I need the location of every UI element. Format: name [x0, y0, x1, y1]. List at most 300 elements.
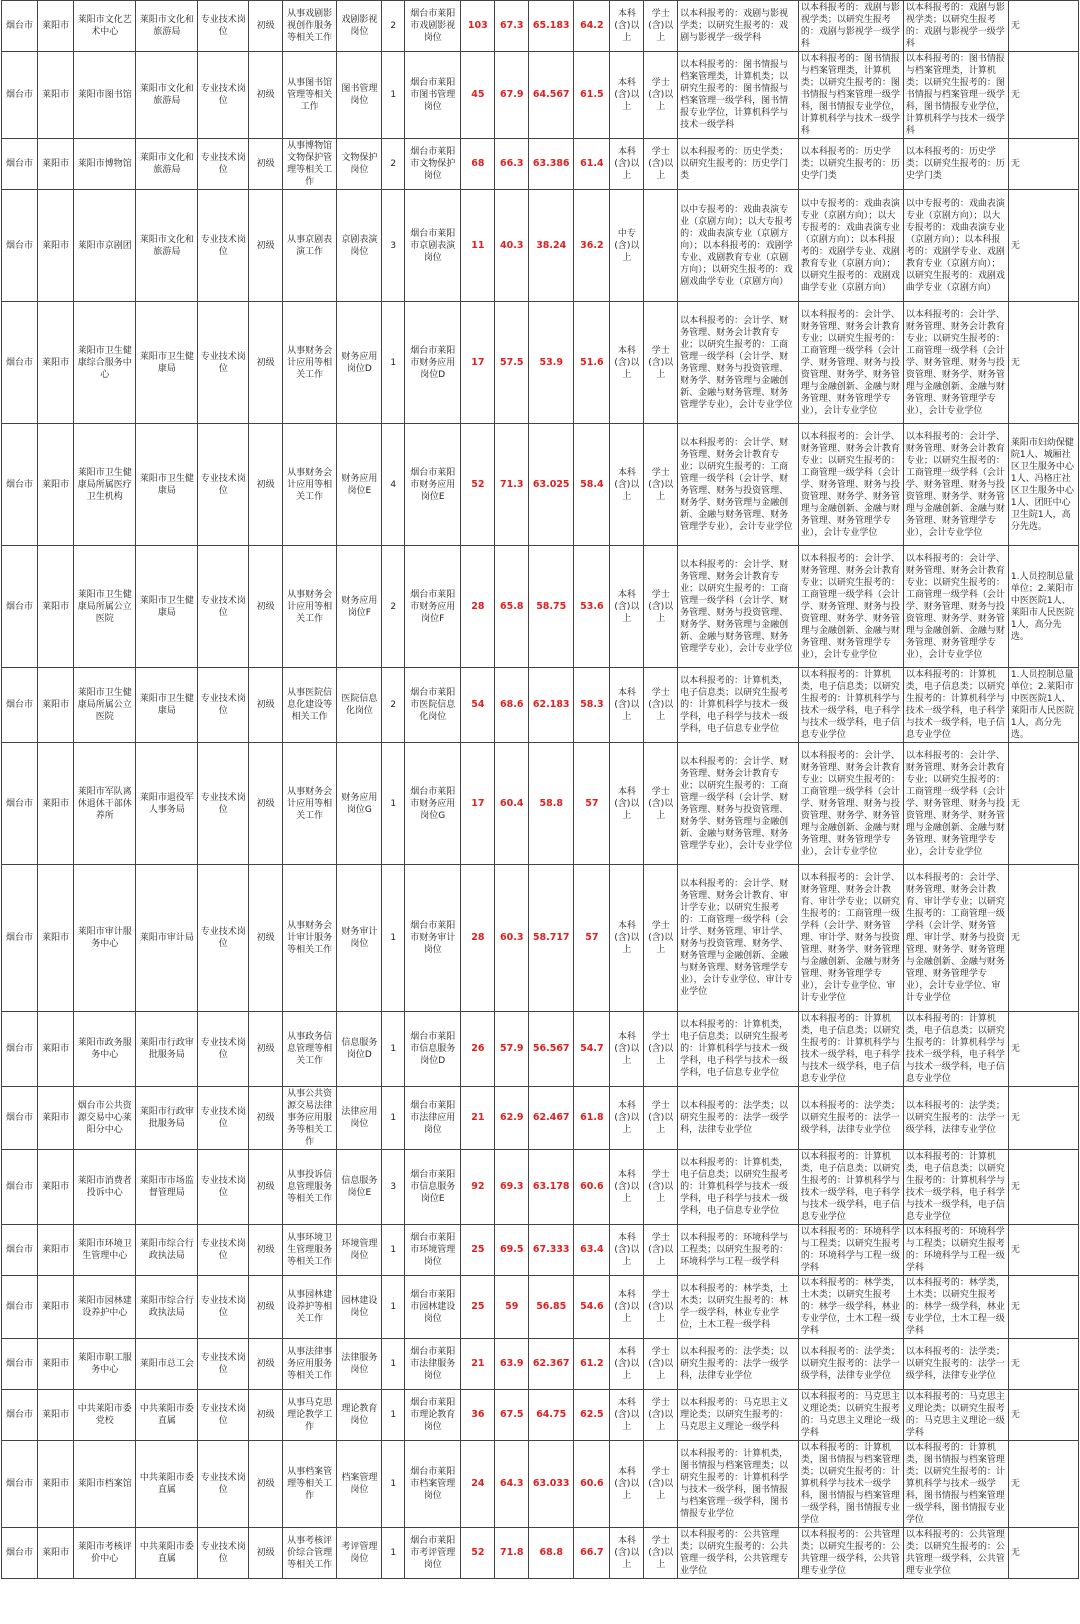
requirement-b-cell: 以本科报考的：会计学、财务管理、财务会计教育专业；以研究生报考的：工商管理一级学科（会计学、财务管理、财务与投资管理、财务学、财务管理与金融创新、金融与财务管理、财务管理学专业），会计专业学位: [798, 302, 903, 424]
city-cell: 烟台市: [2, 190, 38, 302]
table-row: [2, 52, 1079, 139]
remarks-cell: 无: [1008, 1390, 1078, 1441]
post-name-cell: 法律应用岗位: [337, 1087, 382, 1150]
county-cell: 莱阳市: [38, 190, 74, 302]
post-name-cell: 理论教育岗位: [337, 1390, 382, 1441]
post-type-cell: 专业技术岗位: [198, 1390, 249, 1441]
post-code-cell: 烟台市莱阳市理论教育岗位: [404, 1390, 460, 1441]
unit-cell: 莱阳市园林建设养护中心: [74, 1276, 136, 1339]
hire-count-cell: 1: [382, 1528, 405, 1579]
post-name-cell: 医院信息化岗位: [337, 668, 382, 743]
remarks-cell: 无: [1008, 1, 1078, 52]
max-score-cell: 67.5: [495, 1390, 529, 1441]
duty-cell: 从事医院信息化建设等相关工作: [283, 668, 337, 743]
avg-score-cell: 63.386: [529, 139, 574, 190]
requirement-c-cell: 以本科报考的：历史学类；以研究生报考的：历史学门类: [903, 139, 1008, 190]
dept-cell: 莱阳市卫生健康局: [136, 424, 198, 546]
education-cell: 本科(含)以上: [610, 1339, 644, 1390]
level-cell: 初级: [249, 302, 283, 424]
post-type-cell: 专业技术岗位: [198, 52, 249, 139]
hire-count-cell: 1: [382, 1276, 405, 1339]
post-name-cell: 财务应用岗位D: [337, 302, 382, 424]
city-cell: 烟台市: [2, 1012, 38, 1087]
post-type-cell: 专业技术岗位: [198, 1441, 249, 1528]
degree-cell: 学士(含)以上: [644, 1441, 678, 1528]
post-code-cell: 烟台市莱阳市财务应用岗位E: [404, 424, 460, 546]
city-cell: 烟台市: [2, 1441, 38, 1528]
level-cell: 初级: [249, 1225, 283, 1276]
hire-count-cell: 1: [382, 302, 405, 424]
unit-cell: 莱阳市职工服务中心: [74, 1339, 136, 1390]
education-cell: 本科(含)以上: [610, 1528, 644, 1579]
post-type-cell: 专业技术岗位: [198, 1528, 249, 1579]
city-cell: 烟台市: [2, 302, 38, 424]
applicants-cell: 25: [461, 1276, 495, 1339]
post-type-cell: 专业技术岗位: [198, 668, 249, 743]
education-cell: 本科(含)以上: [610, 1150, 644, 1225]
level-cell: 初级: [249, 52, 283, 139]
min-score-cell: 61.4: [574, 139, 610, 190]
post-name-cell: 财务审计岗位: [337, 865, 382, 1012]
post-code-cell: 烟台市莱阳市法律服务岗位: [404, 1339, 460, 1390]
requirement-a-cell: 以本科报考的：会计学、财务管理、财务会计教育、审计学专业；以研究生报考的：工商管理一级学科（会计学、财务管理、审计学、财务与投资管理、财务学、财务管理与金融创新、金融与财务管理、财务管理学专业），会计专业学位、审计专业学位: [678, 865, 799, 1012]
avg-score-cell: 58.8: [529, 743, 574, 865]
post-type-cell: 专业技术岗位: [198, 1225, 249, 1276]
applicants-cell: 17: [461, 302, 495, 424]
max-score-cell: 57.9: [495, 1012, 529, 1087]
table-row: [2, 1087, 1079, 1150]
requirement-b-cell: 以本科报考的：图书情报与档案管理类，计算机类；以研究生报考的：图书情报与档案管理一级学科，图书情报专业学位，计算机科学与技术一级学科: [798, 52, 903, 139]
requirement-a-cell: 以本科报考的：计算机类，图书情报与档案管理类；以研究生报考的：计算机科学与技术一级学科，图书情报与档案管理一级学科，图书情报专业学位: [678, 1441, 799, 1528]
level-cell: 初级: [249, 1012, 283, 1087]
requirement-c-cell: 以本科报考的：计算机类，图书情报与档案管理类；以研究生报考的：计算机科学与技术一级学科，图书情报与档案管理一级学科，图书情报专业学位: [903, 1441, 1008, 1528]
education-cell: 本科(含)以上: [610, 743, 644, 865]
avg-score-cell: 62.183: [529, 668, 574, 743]
remarks-cell: 无: [1008, 1012, 1078, 1087]
unit-cell: 莱阳市考核评价中心: [74, 1528, 136, 1579]
remarks-cell: 无: [1008, 139, 1078, 190]
city-cell: 烟台市: [2, 546, 38, 668]
dept-cell: 莱阳市文化和旅游局: [136, 190, 198, 302]
level-cell: 初级: [249, 424, 283, 546]
max-score-cell: 68.6: [495, 668, 529, 743]
requirement-b-cell: 以本科报考的：历史学类；以研究生报考的：历史学门类: [798, 139, 903, 190]
unit-cell: 莱阳市图书馆: [74, 52, 136, 139]
city-cell: 烟台市: [2, 865, 38, 1012]
max-score-cell: 67.9: [495, 52, 529, 139]
remarks-cell: 无: [1008, 52, 1078, 139]
city-cell: 烟台市: [2, 668, 38, 743]
avg-score-cell: 63.025: [529, 424, 574, 546]
requirement-c-cell: 以本科报考的：会计学、财务管理、财务会计教育专业；以研究生报考的：工商管理一级学科（会计学、财务管理、财务与投资管理、财务学、财务管理与金融创新、金融与财务管理、财务管理学专业），会计专业学位: [903, 546, 1008, 668]
unit-cell: 莱阳市卫生健康局所属医疗卫生机构: [74, 424, 136, 546]
applicants-cell: 21: [461, 1339, 495, 1390]
table-row: [2, 1441, 1079, 1528]
county-cell: 莱阳市: [38, 52, 74, 139]
city-cell: 烟台市: [2, 1150, 38, 1225]
post-name-cell: 文物保护岗位: [337, 139, 382, 190]
requirement-b-cell: 以本科报考的：计算机类，电子信息类；以研究生报考的：计算机科学与技术一级学科，电子科学与技术一级学科，电子信息专业学位: [798, 1012, 903, 1087]
max-score-cell: 62.9: [495, 1087, 529, 1150]
requirement-c-cell: 以本科报考的：公共管理类；以研究生报考的：公共管理一级学科，公共管理专业学位: [903, 1528, 1008, 1579]
requirement-c-cell: 以本科报考的：法学类；以研究生报考的：法学一级学科，法律专业学位: [903, 1339, 1008, 1390]
county-cell: 莱阳市: [38, 668, 74, 743]
avg-score-cell: 38.24: [529, 190, 574, 302]
min-score-cell: 64.2: [574, 1, 610, 52]
level-cell: 初级: [249, 1150, 283, 1225]
post-name-cell: 环境管理岗位: [337, 1225, 382, 1276]
remarks-cell: 1.人员控制总量单位；2.莱阳市中医医院1人、莱阳市人民医院1人，高分先选。: [1008, 668, 1078, 743]
requirement-b-cell: 以本科报考的：戏剧与影视学类；以研究生报考的：戏剧与影视学一级学科: [798, 1, 903, 52]
duty-cell: 从事环境卫生管理服务等相关工作: [283, 1225, 337, 1276]
requirement-b-cell: 以本科报考的：会计学、财务管理、财务会计教育专业；以研究生报考的：工商管理一级学科（会计学、财务管理、财务与投资管理、财务学、财务管理与金融创新、金融与财务管理、财务管理学专业），会计专业学位: [798, 743, 903, 865]
table-row: [2, 546, 1079, 668]
remarks-cell: 无: [1008, 743, 1078, 865]
requirement-b-cell: 以本科报考的：会计学、财务管理、财务会计教育专业；以研究生报考的：工商管理一级学科（会计学、财务管理、财务与投资管理、财务学、财务管理与金融创新、金融与财务管理、财务管理学专业），会计专业学位: [798, 546, 903, 668]
degree-cell: 学士(含)以上: [644, 424, 678, 546]
max-score-cell: 67.3: [495, 1, 529, 52]
duty-cell: 从事档案管理等相关工作: [283, 1441, 337, 1528]
city-cell: 烟台市: [2, 1276, 38, 1339]
min-score-cell: 53.6: [574, 546, 610, 668]
post-name-cell: 图书管理岗位: [337, 52, 382, 139]
min-score-cell: 54.6: [574, 1276, 610, 1339]
remarks-cell: 无: [1008, 1150, 1078, 1225]
post-code-cell: 烟台市莱阳市财务审计岗位: [404, 865, 460, 1012]
post-name-cell: 财务应用岗位G: [337, 743, 382, 865]
unit-cell: 莱阳市军队离休退休干部休养所: [74, 743, 136, 865]
requirement-b-cell: 以本科报考的：环境科学与工程类；以研究生报考的：环境科学与工程一级学科: [798, 1225, 903, 1276]
avg-score-cell: 68.8: [529, 1528, 574, 1579]
post-type-cell: 专业技术岗位: [198, 1339, 249, 1390]
requirement-a-cell: 以本科报考的：会计学、财务管理、财务会计教育专业；以研究生报考的：工商管理一级学科（会计学、财务管理、财务与投资管理、财务学、财务管理与金融创新、金融与财务管理、财务管理学专业），会计专业学位: [678, 546, 799, 668]
requirement-c-cell: 以本科报考的：会计学、财务管理、财务会计教育专业；以研究生报考的：工商管理一级学科（会计学、财务管理、财务与投资管理、财务学、财务管理与金融创新、金融与财务管理、财务管理学专业），会计专业学位: [903, 424, 1008, 546]
post-type-cell: 专业技术岗位: [198, 1, 249, 52]
requirement-c-cell: 以本科报考的：计算机类，电子信息类；以研究生报考的：计算机科学与技术一级学科，电子科学与技术一级学科，电子信息专业学位: [903, 1150, 1008, 1225]
max-score-cell: 69.5: [495, 1225, 529, 1276]
dept-cell: 莱阳市文化和旅游局: [136, 52, 198, 139]
requirement-a-cell: 以本科报考的：林学类，土木类；以研究生报考的：林学一级学科，林业专业学位，土木工程一级学科: [678, 1276, 799, 1339]
duty-cell: 从事图书馆管理等相关工作: [283, 52, 337, 139]
level-cell: 初级: [249, 1528, 283, 1579]
table-row: [2, 668, 1079, 743]
duty-cell: 从事财务会计应用等相关工作: [283, 546, 337, 668]
requirement-a-cell: 以本科报考的：会计学、财务管理、财务会计教育专业；以研究生报考的：工商管理一级学科（会计学、财务管理、财务与投资管理、财务学、财务管理与金融创新、金融与财务管理、财务管理学专业），会计专业学位: [678, 424, 799, 546]
applicants-cell: 11: [461, 190, 495, 302]
max-score-cell: 59: [495, 1276, 529, 1339]
unit-cell: 莱阳市文化艺术中心: [74, 1, 136, 52]
education-cell: 本科(含)以上: [610, 1390, 644, 1441]
degree-cell: 学士(含)以上: [644, 1339, 678, 1390]
duty-cell: 从事法律事务应用服务等相关工作: [283, 1339, 337, 1390]
post-name-cell: 考评管理岗位: [337, 1528, 382, 1579]
requirement-b-cell: 以本科报考的：会计学、财务管理、财务会计教育、审计学专业；以研究生报考的：工商管理一级学科（会计学、财务管理、审计学、财务与投资管理、财务学、财务管理与金融创新、金融与财务管理、财务管理学专业），会计专业学位、审计专业学位: [798, 865, 903, 1012]
county-cell: 莱阳市: [38, 1276, 74, 1339]
applicants-cell: 17: [461, 743, 495, 865]
hire-count-cell: 1: [382, 1339, 405, 1390]
max-score-cell: 71.3: [495, 424, 529, 546]
dept-cell: 莱阳市行政审批服务局: [136, 1087, 198, 1150]
applicants-cell: 45: [461, 52, 495, 139]
table-row: [2, 1528, 1079, 1579]
remarks-cell: 莱阳市妇幼保健院1人、城厢社区卫生服务中心1人、冯格庄社区卫生服务中心1人、团旺中心卫生院1人，高分先选。: [1008, 424, 1078, 546]
hire-count-cell: 1: [382, 1225, 405, 1276]
min-score-cell: 57: [574, 865, 610, 1012]
dept-cell: 莱阳市文化和旅游局: [136, 139, 198, 190]
county-cell: 莱阳市: [38, 1528, 74, 1579]
requirement-c-cell: 以本科报考的：图书情报与档案管理类，计算机类；以研究生报考的：图书情报与档案管理一级学科，图书情报专业学位，计算机科学与技术一级学科: [903, 52, 1008, 139]
county-cell: 莱阳市: [38, 1087, 74, 1150]
degree-cell: 学士(含)以上: [644, 1528, 678, 1579]
city-cell: 烟台市: [2, 1225, 38, 1276]
remarks-cell: 1.人员控制总量单位；2.莱阳市中医医院1人、莱阳市人民医院1人，高分先选。: [1008, 546, 1078, 668]
duty-cell: 从事考核评价综合管理等相关工作: [283, 1528, 337, 1579]
level-cell: 初级: [249, 743, 283, 865]
remarks-cell: 无: [1008, 1528, 1078, 1579]
min-score-cell: 51.6: [574, 302, 610, 424]
education-cell: 本科(含)以上: [610, 1225, 644, 1276]
requirement-a-cell: 以本科报考的：计算机类，电子信息类；以研究生报考的：计算机科学与技术一级学科，电子科学与技术一级学科，电子信息专业学位: [678, 668, 799, 743]
city-cell: 烟台市: [2, 1339, 38, 1390]
applicants-cell: 92: [461, 1150, 495, 1225]
degree-cell: 学士(含)以上: [644, 1, 678, 52]
post-code-cell: 烟台市莱阳市京剧表演岗位: [404, 190, 460, 302]
requirement-a-cell: 以本科报考的：环境科学与工程类；以研究生报考的：环境科学与工程一级学科: [678, 1225, 799, 1276]
education-cell: 本科(含)以上: [610, 1012, 644, 1087]
dept-cell: 莱阳市审计局: [136, 865, 198, 1012]
level-cell: 初级: [249, 1441, 283, 1528]
city-cell: 烟台市: [2, 1, 38, 52]
duty-cell: 从事财务会计应用等相关工作: [283, 743, 337, 865]
table-row: [2, 743, 1079, 865]
applicants-cell: 68: [461, 139, 495, 190]
requirement-a-cell: 以本科报考的：图书情报与档案管理类，计算机类；以研究生报考的：图书情报与档案管理一级学科，图书情报专业学位，计算机科学与技术一级学科: [678, 52, 799, 139]
avg-score-cell: 64.567: [529, 52, 574, 139]
requirement-c-cell: 以本科报考的：会计学、财务管理、财务会计教育专业；以研究生报考的：工商管理一级学科（会计学、财务管理、财务与投资管理、财务学、财务管理与金融创新、金融与财务管理、财务管理学专业），会计专业学位: [903, 743, 1008, 865]
dept-cell: 莱阳市行政审批服务局: [136, 1012, 198, 1087]
post-type-cell: 专业技术岗位: [198, 743, 249, 865]
min-score-cell: 60.6: [574, 1150, 610, 1225]
post-code-cell: 烟台市莱阳市考评管理岗位: [404, 1528, 460, 1579]
post-code-cell: 烟台市莱阳市财务应用岗位F: [404, 546, 460, 668]
max-score-cell: 57.5: [495, 302, 529, 424]
recruitment-table: [1, 0, 1079, 1579]
county-cell: 莱阳市: [38, 865, 74, 1012]
county-cell: 莱阳市: [38, 302, 74, 424]
duty-cell: 从事公共资源交易法律事务应用服务等相关工作: [283, 1087, 337, 1150]
level-cell: 初级: [249, 546, 283, 668]
applicants-cell: 103: [461, 1, 495, 52]
unit-cell: 莱阳市卫生健康综合服务中心: [74, 302, 136, 424]
education-cell: 本科(含)以上: [610, 1, 644, 52]
education-cell: 本科(含)以上: [610, 424, 644, 546]
county-cell: 莱阳市: [38, 743, 74, 865]
requirement-a-cell: 以本科报考的：马克思主义理论类；以研究生报考的：马克思主义理论一级学科: [678, 1390, 799, 1441]
unit-cell: 莱阳市消费者投诉中心: [74, 1150, 136, 1225]
applicants-cell: 54: [461, 668, 495, 743]
post-code-cell: 烟台市莱阳市文物保护岗位: [404, 139, 460, 190]
post-type-cell: 专业技术岗位: [198, 139, 249, 190]
post-type-cell: 专业技术岗位: [198, 865, 249, 1012]
unit-cell: 烟台市公共资源交易中心莱阳分中心: [74, 1087, 136, 1150]
table-row: [2, 1012, 1079, 1087]
requirement-b-cell: 以本科报考的：计算机类，电子信息类；以研究生报考的：计算机科学与技术一级学科，电子科学与技术一级学科，电子信息专业学位: [798, 1150, 903, 1225]
requirement-b-cell: 以本科报考的：马克思主义理论类；以研究生报考的：马克思主义理论一级学科: [798, 1390, 903, 1441]
post-name-cell: 信息服务岗位D: [337, 1012, 382, 1087]
degree-cell: 学士(含)以上: [644, 743, 678, 865]
post-type-cell: 专业技术岗位: [198, 1012, 249, 1087]
hire-count-cell: 1: [382, 743, 405, 865]
hire-count-cell: 1: [382, 865, 405, 1012]
level-cell: 初级: [249, 1390, 283, 1441]
max-score-cell: 63.9: [495, 1339, 529, 1390]
dept-cell: 中共莱阳市委直属: [136, 1441, 198, 1528]
requirement-a-cell: 以本科报考的：会计学、财务管理、财务会计教育专业；以研究生报考的：工商管理一级学科（会计学、财务管理、财务与投资管理、财务学、财务管理与金融创新、金融与财务管理、财务管理学专业），会计专业学位: [678, 302, 799, 424]
max-score-cell: 71.8: [495, 1528, 529, 1579]
avg-score-cell: 56.85: [529, 1276, 574, 1339]
post-type-cell: 专业技术岗位: [198, 1087, 249, 1150]
county-cell: 莱阳市: [38, 424, 74, 546]
max-score-cell: 60.4: [495, 743, 529, 865]
post-code-cell: 烟台市莱阳市戏剧影视岗位: [404, 1, 460, 52]
requirement-b-cell: 以本科报考的：计算机类，图书情报与档案管理类；以研究生报考的：计算机科学与技术一级学科，图书情报与档案管理一级学科，图书情报专业学位: [798, 1441, 903, 1528]
avg-score-cell: 63.033: [529, 1441, 574, 1528]
duty-cell: 从事投诉信息管理服务等相关工作: [283, 1150, 337, 1225]
education-cell: 本科(含)以上: [610, 302, 644, 424]
min-score-cell: 57: [574, 743, 610, 865]
max-score-cell: 66.3: [495, 139, 529, 190]
requirement-c-cell: 以本科报考的：戏剧与影视学类；以研究生报考的：戏剧与影视学一级学科: [903, 1, 1008, 52]
requirement-a-cell: 以本科报考的：历史学类；以研究生报考的：历史学门类: [678, 139, 799, 190]
min-score-cell: 61.8: [574, 1087, 610, 1150]
degree-cell: [644, 190, 678, 302]
avg-score-cell: 58.717: [529, 865, 574, 1012]
max-score-cell: 60.3: [495, 865, 529, 1012]
unit-cell: 莱阳市卫生健康局所属公立医院: [74, 546, 136, 668]
remarks-cell: 无: [1008, 1339, 1078, 1390]
post-name-cell: 财务应用岗位E: [337, 424, 382, 546]
table-row: [2, 1225, 1079, 1276]
duty-cell: 从事财务会计应用等相关工作: [283, 302, 337, 424]
remarks-cell: 无: [1008, 190, 1078, 302]
post-name-cell: 园林建设岗位: [337, 1276, 382, 1339]
level-cell: 初级: [249, 1, 283, 52]
degree-cell: 学士(含)以上: [644, 1087, 678, 1150]
min-score-cell: 66.7: [574, 1528, 610, 1579]
post-code-cell: 烟台市莱阳市环境管理岗位: [404, 1225, 460, 1276]
requirement-c-cell: 以本科报考的：计算机类，电子信息类；以研究生报考的：计算机科学与技术一级学科，电子科学与技术一级学科，电子信息专业学位: [903, 668, 1008, 743]
dept-cell: 莱阳市综合行政执法局: [136, 1276, 198, 1339]
table-body: [2, 1, 1079, 1579]
post-code-cell: 烟台市莱阳市档案管理岗位: [404, 1441, 460, 1528]
post-type-cell: 专业技术岗位: [198, 546, 249, 668]
post-name-cell: 财务应用岗位F: [337, 546, 382, 668]
table-row: [2, 1339, 1079, 1390]
avg-score-cell: 56.567: [529, 1012, 574, 1087]
avg-score-cell: 63.178: [529, 1150, 574, 1225]
requirement-b-cell: 以本科报考的：公共管理类；以研究生报考的：公共管理一级学科，公共管理专业学位: [798, 1528, 903, 1579]
table-row: [2, 1150, 1079, 1225]
education-cell: 本科(含)以上: [610, 1276, 644, 1339]
table-row: [2, 190, 1079, 302]
requirement-c-cell: 以本科报考的：林学类，土木类；以研究生报考的：林学一级学科，林业专业学位，土木工程一级学科: [903, 1276, 1008, 1339]
min-score-cell: 36.2: [574, 190, 610, 302]
dept-cell: 莱阳市总工会: [136, 1339, 198, 1390]
post-code-cell: 烟台市莱阳市法律应用岗位: [404, 1087, 460, 1150]
avg-score-cell: 62.367: [529, 1339, 574, 1390]
degree-cell: 学士(含)以上: [644, 1225, 678, 1276]
education-cell: 本科(含)以上: [610, 139, 644, 190]
education-cell: 本科(含)以上: [610, 52, 644, 139]
unit-cell: 莱阳市审计服务中心: [74, 865, 136, 1012]
city-cell: 烟台市: [2, 424, 38, 546]
requirement-c-cell: 以中专报考的：戏曲表演专业（京剧方向）；以大专报考的：戏曲表演专业（京剧方向）；以本科报考的：戏剧学专业、戏剧教育专业（京剧方向）；以研究生报考的：戏剧戏曲学专业（京剧方向）: [903, 190, 1008, 302]
hire-count-cell: 2: [382, 139, 405, 190]
applicants-cell: 25: [461, 1225, 495, 1276]
education-cell: 本科(含)以上: [610, 668, 644, 743]
requirement-a-cell: 以本科报考的：计算机类，电子信息类；以研究生报考的：计算机科学与技术一级学科，电子科学与技术一级学科，电子信息专业学位: [678, 1012, 799, 1087]
avg-score-cell: 67.333: [529, 1225, 574, 1276]
remarks-cell: 无: [1008, 1225, 1078, 1276]
applicants-cell: 24: [461, 1441, 495, 1528]
degree-cell: 学士(含)以上: [644, 1276, 678, 1339]
post-code-cell: 烟台市莱阳市园林建设岗位: [404, 1276, 460, 1339]
post-name-cell: 信息服务岗位E: [337, 1150, 382, 1225]
education-cell: 本科(含)以上: [610, 546, 644, 668]
post-type-cell: 专业技术岗位: [198, 190, 249, 302]
requirement-a-cell: 以中专报考的：戏曲表演专业（京剧方向）；以大专报考的：戏曲表演专业（京剧方向）；以本科报考的：戏剧学专业、戏剧教育专业（京剧方向）；以研究生报考的：戏剧戏曲学专业（京剧方向）: [678, 190, 799, 302]
applicants-cell: 52: [461, 424, 495, 546]
remarks-cell: 无: [1008, 1441, 1078, 1528]
requirement-a-cell: 以本科报考的：计算机类，电子信息类；以研究生报考的：计算机科学与技术一级学科，电子科学与技术一级学科，电子信息专业学位: [678, 1150, 799, 1225]
city-cell: 烟台市: [2, 1528, 38, 1579]
applicants-cell: 36: [461, 1390, 495, 1441]
requirement-a-cell: 以本科报考的：会计学、财务管理、财务会计教育专业；以研究生报考的：工商管理一级学科（会计学、财务管理、财务与投资管理、财务学、财务管理与金融创新、金融与财务管理、财务管理学专业），会计专业学位: [678, 743, 799, 865]
hire-count-cell: 3: [382, 190, 405, 302]
education-cell: 本科(含)以上: [610, 865, 644, 1012]
city-cell: 烟台市: [2, 1390, 38, 1441]
max-score-cell: 69.3: [495, 1150, 529, 1225]
requirement-b-cell: 以本科报考的：法学类；以研究生报考的：法学一级学科，法律专业学位: [798, 1339, 903, 1390]
avg-score-cell: 62.467: [529, 1087, 574, 1150]
county-cell: 莱阳市: [38, 1012, 74, 1087]
hire-count-cell: 3: [382, 1150, 405, 1225]
max-score-cell: 65.8: [495, 546, 529, 668]
min-score-cell: 61.5: [574, 52, 610, 139]
hire-count-cell: 1: [382, 1087, 405, 1150]
avg-score-cell: 53.9: [529, 302, 574, 424]
post-code-cell: 烟台市莱阳市医院信息化岗位: [404, 668, 460, 743]
post-code-cell: 烟台市莱阳市图书管理岗位: [404, 52, 460, 139]
level-cell: 初级: [249, 1276, 283, 1339]
applicants-cell: 28: [461, 865, 495, 1012]
table-row: [2, 139, 1079, 190]
table-row: [2, 1, 1079, 52]
avg-score-cell: 58.75: [529, 546, 574, 668]
post-code-cell: 烟台市莱阳市财务应用岗位G: [404, 743, 460, 865]
applicants-cell: 21: [461, 1087, 495, 1150]
unit-cell: 莱阳市卫生健康局所属公立医院: [74, 668, 136, 743]
level-cell: 初级: [249, 139, 283, 190]
applicants-cell: 28: [461, 546, 495, 668]
county-cell: 莱阳市: [38, 139, 74, 190]
post-name-cell: 京剧表演岗位: [337, 190, 382, 302]
dept-cell: 莱阳市卫生健康局: [136, 546, 198, 668]
table-row: [2, 302, 1079, 424]
avg-score-cell: 65.183: [529, 1, 574, 52]
duty-cell: 从事园林建设养护等相关工作: [283, 1276, 337, 1339]
city-cell: 烟台市: [2, 52, 38, 139]
